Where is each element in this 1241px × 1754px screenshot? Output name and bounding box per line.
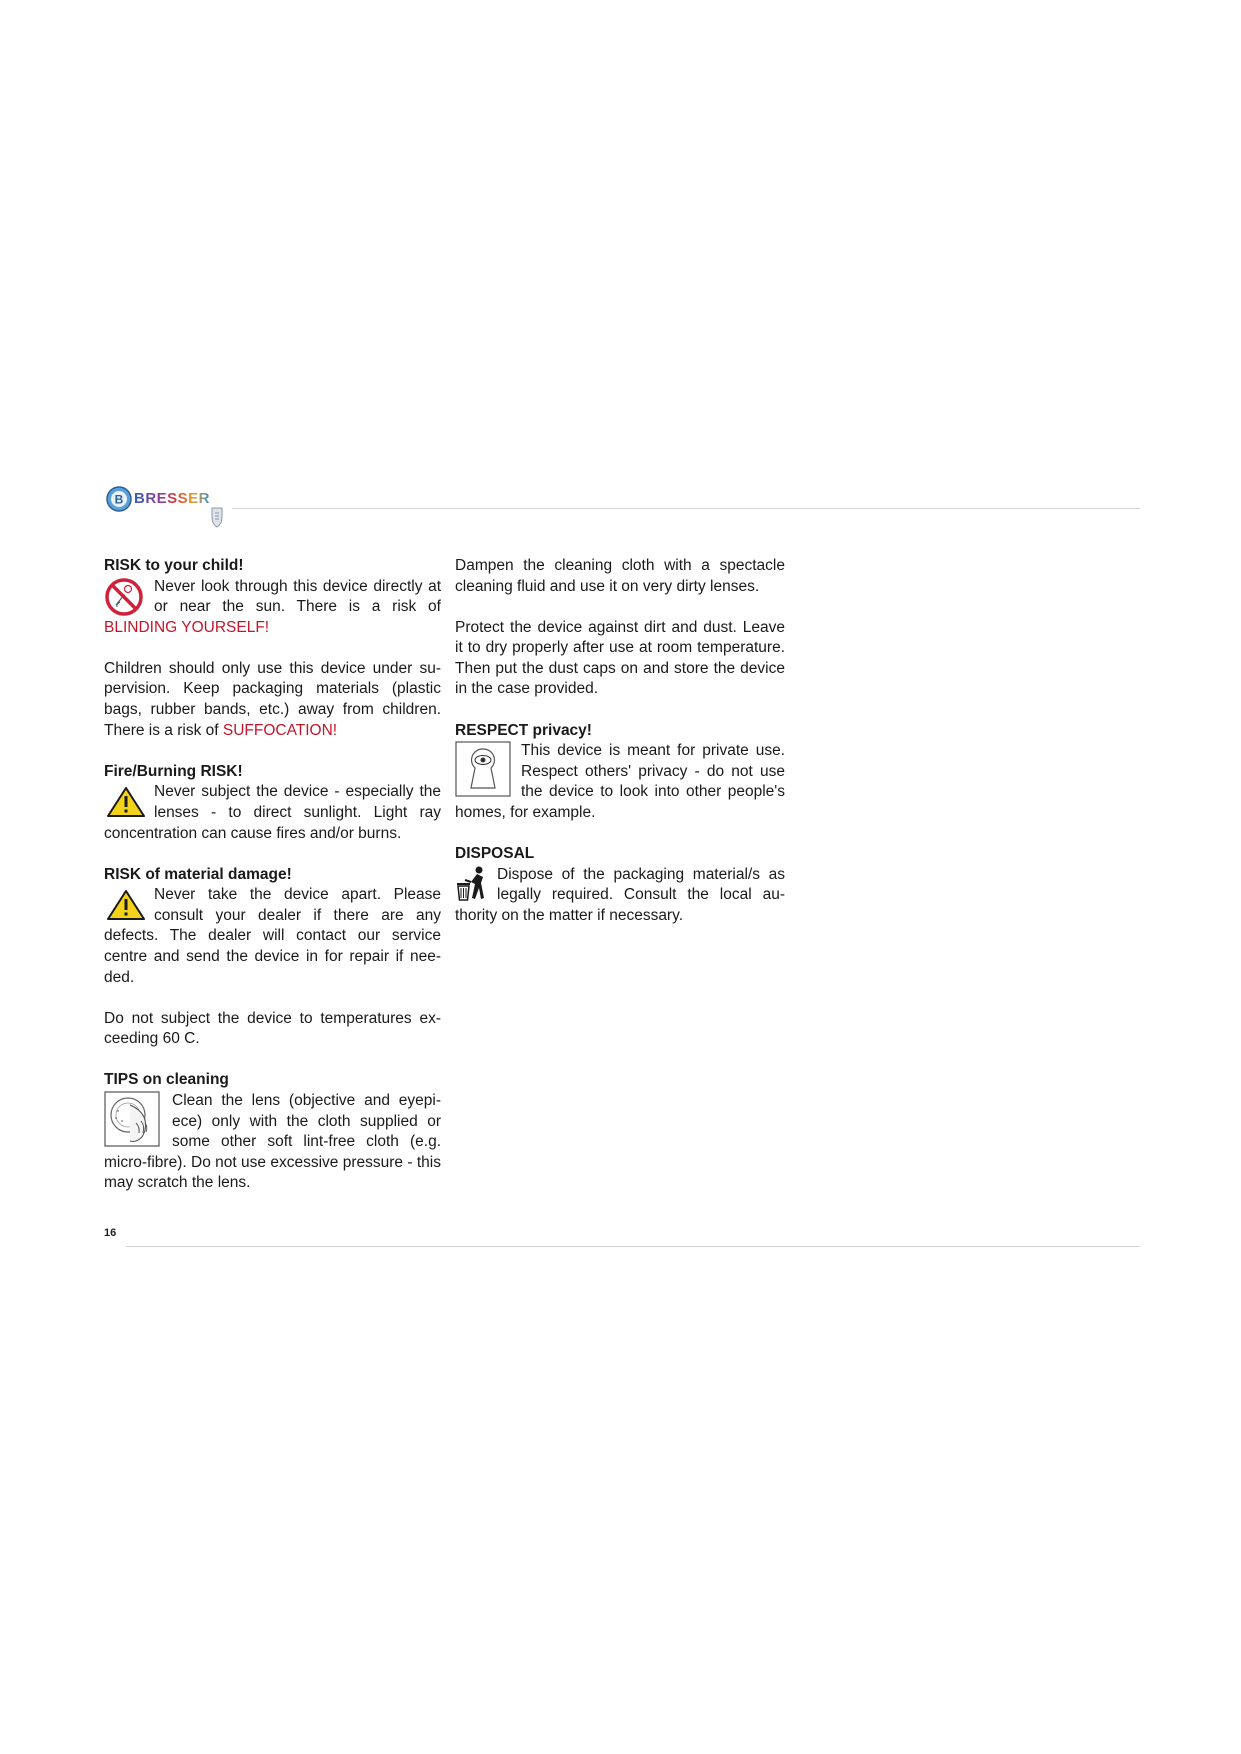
privacy-section <box>455 721 785 824</box>
cleaning-text: Clean the lens (objective and eyepiece) only with the cloth supplied or some other soft lint-free cloth (e.g. micro-fibre). Do not use excessive pressure - this may scratch the lens. <box>104 1091 441 1192</box>
child-risk-text: Never look through this device directly at or near the sun. There is a risk of BLINDING YOURSELF! <box>104 577 441 636</box>
warning-triangle-icon <box>104 782 148 820</box>
cleaning-section <box>104 1070 441 1194</box>
supervision-section <box>104 659 441 741</box>
brand-logo <box>106 486 236 530</box>
dampen-section <box>455 556 785 597</box>
warning-triangle-icon <box>104 885 148 923</box>
header-rule <box>232 508 1140 509</box>
temperature-section <box>104 1009 441 1050</box>
footer-rule <box>126 1246 1140 1247</box>
keyhole-eye-icon <box>455 741 515 799</box>
material-damage-text: Never take the device apart. Please consult your dealer if there are any defects. The dealer will contact our service centre and send the device in for repair if needed. <box>104 886 441 986</box>
dampen-text: Dampen the cleaning cloth with a spectacle cleaning fluid and use it on very dirty lenses. <box>455 557 785 595</box>
fire-risk-heading: Fire/Burning RISK! <box>104 762 243 780</box>
disposal-text: Dispose of the packaging material/s as legally required. Consult the local authority on the matter if necessary. <box>455 865 785 924</box>
fire-risk-section <box>104 762 441 844</box>
left-column <box>104 556 441 1194</box>
fire-risk-text: Never subject the device - especially the lenses - to direct sunlight. Light ray concentration can cause fires and/or burns. <box>104 783 441 842</box>
material-damage-heading: RISK of material damage! <box>104 865 292 883</box>
right-column <box>455 556 785 926</box>
child-risk-section <box>104 556 441 638</box>
blinding-warning: BLINDING YOURSELF! <box>104 618 270 636</box>
suffocation-warning: SUFFOCATION! <box>222 721 338 739</box>
protect-text: Protect the device against dirt and dust. Leave it to dry properly after use at room temperature. Then put the dust caps on and store the device in the case provided. <box>455 618 785 698</box>
cleaning-heading: TIPS on cleaning <box>104 1071 229 1089</box>
crest-icon <box>210 506 224 528</box>
logo-badge-icon <box>106 486 132 512</box>
disposal-section <box>455 844 785 926</box>
cleaning-cloth-icon <box>104 1091 166 1149</box>
child-risk-heading: RISK to your child! <box>104 557 244 574</box>
logo-text: BRESSER <box>134 490 211 507</box>
protect-section <box>455 618 785 700</box>
temperature-text: Do not subject the device to temperatures exceeding 60 C. <box>104 1009 441 1048</box>
trash-disposal-icon <box>455 865 491 903</box>
no-sun-icon <box>104 577 148 617</box>
page-number: 16 <box>104 1227 117 1239</box>
disposal-heading: DISPOSAL <box>455 845 535 863</box>
privacy-heading: RESPECT privacy! <box>455 721 592 739</box>
material-damage-section <box>104 865 441 989</box>
supervision-text: Children should only use this device under supervision. Keep packaging materials (plastic bags, rubber bands, etc.) away from children. There is a risk of SUFFOCATION! <box>104 659 441 739</box>
svg-text:B: B <box>114 492 124 507</box>
privacy-text: This device is meant for private use. Respect others' privacy - do not use the device to look into other people's homes, for example. <box>455 742 785 821</box>
